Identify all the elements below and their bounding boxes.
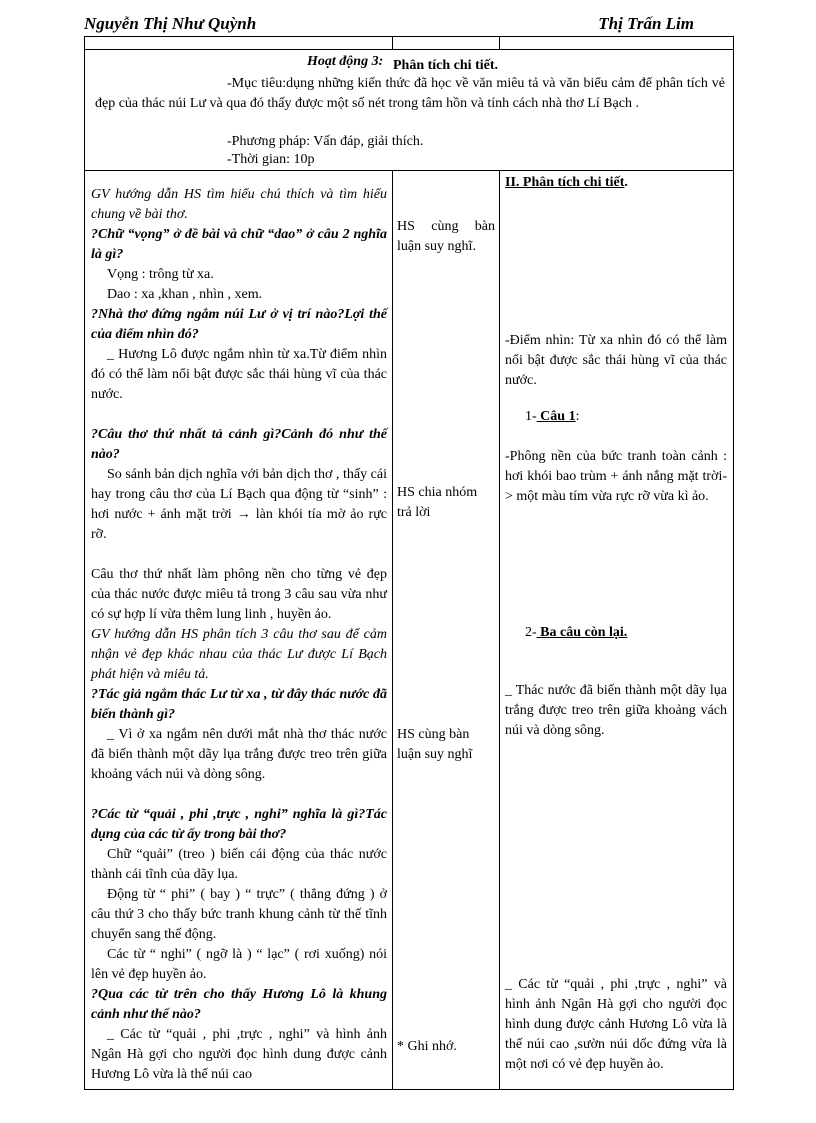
question: ?Tác giả ngắm thác Lư từ xa , từ đây thác nước đã biến thành gì?: [91, 687, 387, 722]
question: ?Các từ “quải , phi ,trực , nghi” nghĩa là gì?Tác dụng của các từ ấy trong bài thơ?: [91, 807, 387, 842]
question: ?Chữ “vọng” ở đề bài và chữ “dao” ở câu 2 nghĩa là gì?: [91, 227, 387, 262]
guide-text: GV hướng dẫn HS phân tích 3 câu thơ sau để cảm nhận vẻ đẹp khác nhau của thác Lư được Lí Bạch phát hiện và miêu tả.: [91, 627, 387, 682]
content-note: -Điểm nhìn: Từ xa nhìn đó có thể làm nổi bật được sắc thái hùng vĩ của thác nước.: [505, 333, 727, 388]
question: ?Câu thơ thứ nhất tả cảnh gì?Cảnh đó như thế nào?: [91, 427, 387, 462]
question: ?Qua các từ trên cho thấy Hương Lô là khung cảnh như thế nào?: [91, 987, 387, 1022]
author-name: Nguyễn Thị Như Quỳnh: [84, 14, 257, 33]
content-note: _ Các từ “quải , phi ,trực , nghi” và hình ảnh Ngân Hà gợi cho người đọc hình dung được cảnh Hương Lô vừa là thế núi cao ,sườn núi dốc đứng vừa là một nơi có vẻ đẹp huyền ảo.: [505, 977, 727, 1072]
divider: [392, 171, 393, 1089]
content-note: -Phông nền của bức tranh toàn cảnh : hơi khói bao trùm + ánh nắng mặt trời-> một màu tím vừa rực rỡ vừa kì ảo.: [505, 449, 727, 504]
teacher-column: [91, 185, 387, 1085]
answer: Câu thơ thứ nhất làm phông nền cho từng vẻ đẹp của thác nước được miêu tả trong 3 câu sau vừa như có sự hợp lí vừa thêm lung linh , huyền ảo.: [91, 567, 387, 622]
answer: _ Các từ “quải , phi ,trực , nghi” và hình ảnh Ngân Hà gợi cho người đọc hình dung được cảnh Hương Lô vừa là thế núi cao: [91, 1027, 387, 1082]
divider: [499, 37, 500, 49]
answer: _ Vì ở xa ngắm nên dưới mắt nhà thơ thác nước đã biến thành một dãy lụa trắng được treo trên giữa khoảng vách núi và dòng sông.: [91, 727, 387, 782]
subsection-title: 1- Câu 1:: [525, 409, 580, 424]
empty-top-row: [84, 36, 734, 50]
answer: Các từ “ nghi” ( ngỡ là ) “ lạc” ( rơi xuống) nói lên vẻ đẹp huyền ảo.: [91, 947, 387, 982]
activity-title: Hoạt động 3:: [307, 54, 384, 69]
activity-time: -Thời gian: 10p: [227, 152, 315, 167]
student-activity: HS cùng bàn luận suy nghĩ: [397, 727, 473, 762]
activity-goal: -Mục tiêu:dụng những kiến thức đã học về văn miêu tả và văn biểu cảm để phân tích vẻ đẹp của thác núi Lư và qua đó thấy được một số nét trong tâm hồn và tính cách nhà thơ Lí Bạch .: [95, 76, 725, 111]
section-title-text: II. Phân tích chi tiết: [505, 175, 625, 190]
divider: [499, 171, 500, 1089]
answer: So sánh bản dịch nghĩa với bản dịch thơ , thấy cái hay trong câu thơ của Lí Bạch qua động từ “sinh” : hơi nước + ánh mặt trời → làn khói tía mờ ảo rực rỡ.: [91, 467, 387, 542]
answer: Chữ “quải” (treo ) biến cái động của thác nước thành cái tĩnh của dãy lụa.: [91, 847, 387, 882]
answer: Dao : xa ,khan , nhìn , xem.: [107, 287, 263, 302]
answer: Vọng : trông từ xa.: [107, 267, 214, 282]
activity-title-2: Phân tích chi tiết.: [393, 58, 498, 73]
guide-text: GV hướng dẫn HS tìm hiểu chú thích và tìm hiểu chung về bài thơ.: [91, 187, 387, 222]
content-note: _ Thác nước đã biến thành một dãy lụa trắng được treo trên giữa khoảng vách núi và dòng sông.: [505, 683, 727, 738]
page-header: [84, 14, 734, 37]
student-activity: HS cùng bàn luận suy nghĩ.: [397, 219, 495, 254]
section-title: II. Phân tích chi tiết.: [505, 175, 628, 190]
subsection-title: 2- Ba câu còn lại.: [525, 625, 628, 640]
student-activity: * Ghi nhớ.: [397, 1039, 457, 1054]
student-activity: HS chia nhóm trả lời: [397, 485, 478, 520]
answer: _ Hương Lô được ngắm nhìn từ xa.Từ điểm nhìn đó có thể làm nổi bật được sắc thái hùng vĩ của thác nước.: [91, 347, 387, 402]
lesson-table: [84, 170, 734, 1090]
divider: [392, 37, 393, 49]
activity-method: -Phương pháp: Vấn đáp, giải thích.: [227, 134, 424, 149]
answer: Động từ “ phi” ( bay ) “ trực” ( thẳng đứng ) ở câu thứ 3 cho thấy bức tranh khung cảnh từ thế tĩnh chuyển sang thế động.: [91, 887, 387, 942]
school-name: Thị Trấn Lim: [598, 14, 694, 33]
question: ?Nhà thơ đứng ngắm núi Lư ở vị trí nào?Lợi thế của điểm nhìn đó?: [91, 307, 387, 342]
activity-box: [84, 49, 734, 171]
